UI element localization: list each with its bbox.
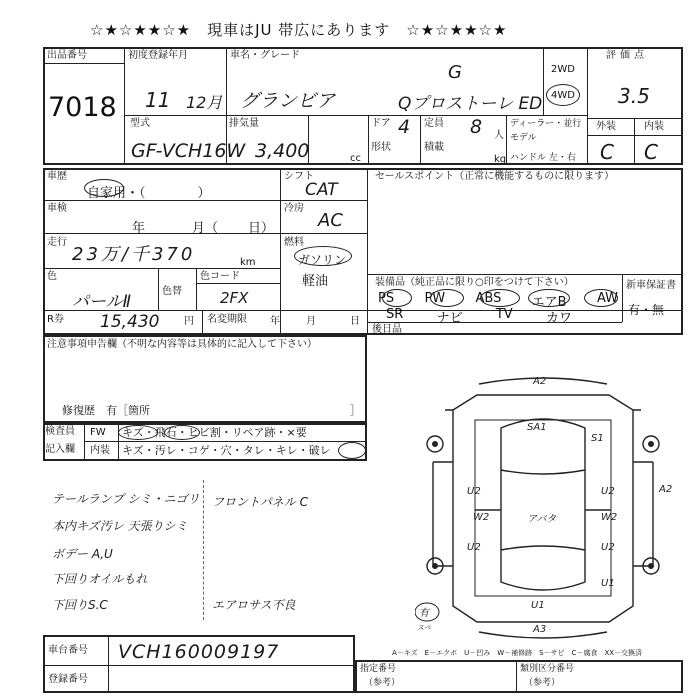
equipment-item: ナビ xyxy=(436,311,463,326)
damage-mark: S1 xyxy=(591,433,604,444)
dealer-label: ディーラー・並行 xyxy=(510,119,582,129)
ac: AC xyxy=(318,210,343,231)
drive-4wd: 4WD xyxy=(551,90,575,101)
persons-label: 人 xyxy=(494,130,504,141)
damage-mark: A2 xyxy=(659,484,673,495)
model: GF-VCH16W xyxy=(131,140,246,162)
inspection-month: 月（ xyxy=(192,221,219,236)
grade-g: G xyxy=(448,62,462,83)
doors-label: ドア xyxy=(371,118,391,129)
equipment-item: ABS xyxy=(475,291,502,306)
note-line: テールランプ シミ・ニゴリ xyxy=(52,492,200,506)
exterior-grade: C xyxy=(600,140,614,164)
capacity: 8 xyxy=(470,116,483,138)
sales-label: セールスポイント（正常に機能するものに限ります） xyxy=(375,171,615,182)
fuel-gas: ガソリン xyxy=(298,253,347,267)
mileage-label: 走行 xyxy=(47,237,67,248)
lot-number: 7018 xyxy=(48,92,117,123)
entry-label: 記入欄 xyxy=(45,444,75,455)
note-line: 本内キズ汚レ 天張りシミ xyxy=(52,519,188,533)
car-name: グランビア xyxy=(240,90,336,112)
yen-label: 円 xyxy=(184,316,194,327)
damage-mark: U2 xyxy=(601,542,615,553)
name-grade-label: 車名・グレード xyxy=(230,50,300,61)
fw-text: キズ・飛石・ヒビ割・リペア跡・×要 xyxy=(122,426,307,439)
note-line: 下回りS.C xyxy=(52,598,108,612)
repair-label: 修復歴 有［箇所 xyxy=(62,404,150,417)
banner: ☆★☆★★☆★ 現車はJU 帯広にあります ☆★☆★★☆★ xyxy=(90,21,508,39)
damage-mark: U1 xyxy=(601,578,615,589)
fuel-gas-circle xyxy=(294,246,352,266)
class-label: 類別区分番号 xyxy=(520,664,575,674)
color-tone-label: 色替 xyxy=(162,286,182,297)
transfer-month: 月 xyxy=(306,316,316,327)
inspection-year: 年 xyxy=(132,221,146,236)
fw-label: FW xyxy=(90,427,106,438)
damage-mark: A3 xyxy=(533,624,547,635)
transfer-year: 年 xyxy=(270,316,280,327)
equipment-item: エアB xyxy=(531,295,567,310)
damage-mark: スペ xyxy=(417,624,431,632)
color-code-label: 色コード xyxy=(200,271,240,282)
first-reg-year: 11 xyxy=(145,88,171,112)
warranty: 有・無 xyxy=(628,303,665,317)
note-line-right: エアロサス不良 xyxy=(212,598,296,612)
equipment-item: PS xyxy=(378,291,395,306)
score-label: 評価点 xyxy=(606,50,648,61)
fuel-light: 軽油 xyxy=(302,274,329,289)
interior-grade: C xyxy=(644,140,658,164)
km-label: km xyxy=(240,257,256,268)
equipment-item: AW xyxy=(596,291,618,306)
interior-label: 内装 xyxy=(644,121,664,132)
damage-mark: A2 xyxy=(533,376,547,387)
class-ref: （参考） xyxy=(524,678,561,688)
inspection-day: 日） xyxy=(248,221,275,236)
fuel-label: 燃料 xyxy=(284,237,304,248)
equipment-item: カワ xyxy=(545,311,572,326)
damage-diagram xyxy=(415,370,685,650)
plate-spec-label: 指定番号 xyxy=(360,664,397,674)
lot-label: 出品番号 xyxy=(47,50,87,61)
history-circle xyxy=(84,179,124,197)
recycle: 15,430 xyxy=(100,312,160,332)
shift-label: シフト xyxy=(284,171,314,182)
equipment-label: 装備品（純正品に限り○印をつけて下さい） xyxy=(375,277,574,288)
doors: 4 xyxy=(398,116,411,138)
reg-label: 登録番号 xyxy=(48,674,88,685)
grade: Qプロストーレ ED xyxy=(398,94,543,114)
inspection-label: 車検 xyxy=(47,203,67,214)
note-line-right: フロントパネル C xyxy=(212,495,308,509)
cc-label: cc xyxy=(350,153,361,164)
color: パールⅡ xyxy=(72,292,132,312)
equipment-item: TV xyxy=(495,307,513,322)
displacement: 3,400 xyxy=(255,140,310,162)
score: 3.5 xyxy=(618,84,650,108)
inspector-label: 検査員 xyxy=(45,426,75,437)
notes-label: 注意事項申告欄（不明な内容等は具体的に記入して下さい） xyxy=(47,339,317,350)
shape-label: 形状 xyxy=(371,142,391,153)
history-label: 車歴 xyxy=(47,171,67,182)
plate-block xyxy=(355,660,683,693)
ac-label: 冷房 xyxy=(284,203,304,214)
transfer-day: 日 xyxy=(350,316,360,327)
shift: CAT xyxy=(305,180,338,200)
kg-label: kg xyxy=(494,154,507,165)
load-label: 積載 xyxy=(424,142,444,153)
equipment-row2 xyxy=(386,307,572,326)
damage-mark: アバタ xyxy=(527,514,557,525)
plate-spec-ref: （参考） xyxy=(364,678,401,688)
rear-seat-label: 後日品 xyxy=(372,324,402,335)
first-reg-label: 初度登録年月 xyxy=(128,50,188,61)
note-line: 下回りオイルもれ xyxy=(52,572,148,586)
interior-row-label: 内装 xyxy=(90,445,110,456)
chassis-label: 車台番号 xyxy=(48,645,88,656)
model-label2: モデル xyxy=(510,133,537,143)
model-label: 型式 xyxy=(130,118,150,129)
interior-text: キズ・汚レ・コゲ・穴・タレ・キレ・破レ xyxy=(122,444,331,457)
repair-close: ］ xyxy=(350,404,361,417)
mileage: 23万/千370 xyxy=(72,244,196,265)
damage-mark: U1 xyxy=(531,600,545,611)
damage-mark: U2 xyxy=(467,542,481,553)
capacity-label: 定員 xyxy=(424,118,444,129)
warranty-label: 新車保証書 xyxy=(626,280,676,291)
damage-mark: W2 xyxy=(473,512,490,523)
damage-mark: W2 xyxy=(601,512,618,523)
recycle-label: R券 xyxy=(47,314,64,325)
damage-mark: 有 xyxy=(419,608,429,619)
legend: A－キズ E－エクボ U－凹み W－補修跡 S－サビ C－腐食 XX－交換済 xyxy=(392,649,643,657)
transfer-label: 名変期限 xyxy=(207,314,247,325)
handle-label: ハンドル 左・右 xyxy=(510,153,576,163)
exterior-label: 外装 xyxy=(596,121,616,132)
color-code: 2FX xyxy=(220,289,249,307)
drive-4wd-circle xyxy=(546,84,580,106)
damage-mark: U2 xyxy=(601,486,615,497)
damage-mark: SA1 xyxy=(527,422,547,433)
displacement-label: 排気量 xyxy=(229,118,259,129)
history: 自家用・（ ） xyxy=(87,186,211,201)
chassis: VCH160009197 xyxy=(118,641,280,663)
color-label: 色 xyxy=(47,271,57,282)
note-line: ボデー A,U xyxy=(52,547,113,561)
equipment-item: PW xyxy=(424,291,446,306)
equipment-item: SR xyxy=(386,307,404,322)
drive-2wd: 2WD xyxy=(551,64,575,75)
first-reg-month: 12月 xyxy=(186,93,223,112)
damage-mark: U2 xyxy=(467,486,481,497)
